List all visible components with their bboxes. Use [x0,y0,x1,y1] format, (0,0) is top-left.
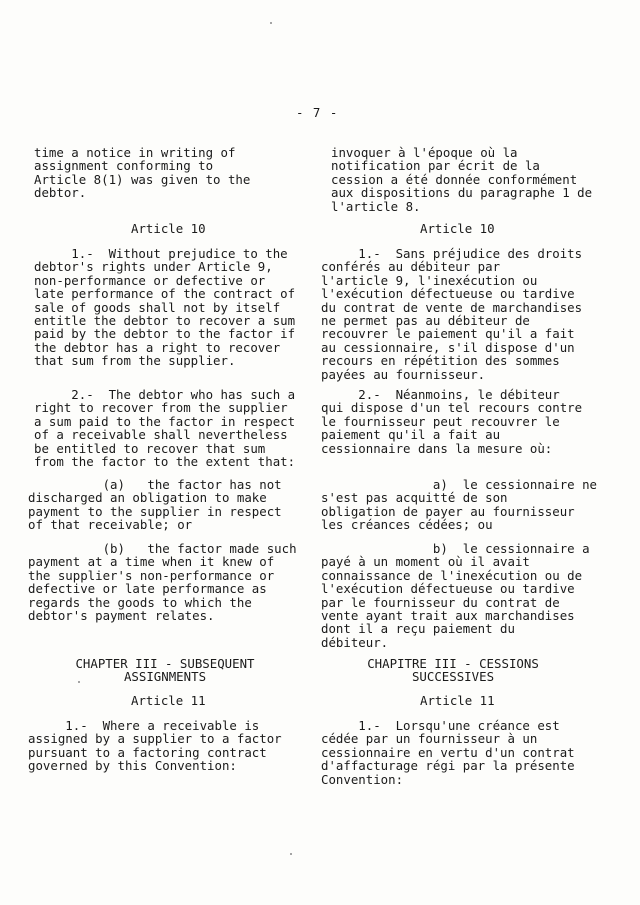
page-number: - 7 - [296,105,339,120]
left-intro-paragraph: time a notice in writing of assignment conforming to Article 8(1) was given to the debtor. [34,145,251,201]
scan-speck [270,22,272,24]
left-article-10-heading: Article 10 [131,221,206,236]
left-article-10-item-a: (a) the factor has not discharged an obligation to make payment to the supplier in respect of that receivable; or [28,477,282,533]
left-chapter-heading: CHAPTER III - SUBSEQUENT ASSIGNMENTS [75,656,255,685]
right-article-10-heading: Article 10 [420,221,495,236]
scan-speck [290,853,292,855]
right-chapter-heading: CHAPITRE III - CESSIONS SUCCESSIVES [367,656,539,685]
right-intro-paragraph: invoquer à l'époque où la notification par écrit de la cession a été donnée conformément aux dispositions du paragraphe 1 de l'article 8. [331,145,593,214]
left-article-10-item-b: (b) the factor made such payment at a time when it knew of the supplier's non-performance or defective or late performance as regards the goods to which the debtor's payment relates. [28,541,297,624]
left-article-11-heading: Article 11 [131,693,206,708]
right-article-10-paragraph-1: 1.- Sans préjudice des droits conférés au débiteur par l'article 9, l'inexécution ou l'exécution défectueuse ou tardive du contrat de vente de marchandises ne permet pas au débiteur de recouvrer le paiement qu'il a fait au cessionnaire, s'il dispose d'un recours en répétition des sommes payées au fournisseur. [321,246,583,382]
left-article-11-paragraph-1: 1.- Where a receivable is assigned by a supplier to a factor pursuant to a factoring contract governed by this Convention: [28,718,282,774]
left-article-10-paragraph-1: 1.- Without prejudice to the debtor's rights under Article 9, non-performance or defective or late performance of the contract of sale of goods shall not by itself entitle the debtor to recover a sum paid by the debtor to the factor if the debtor has a right to recover that sum from the supplier. [34,246,296,369]
right-article-10-paragraph-2: 2.- Néanmoins, le débiteur qui dispose d'un tel recours contre le fournisseur peut recouvrer le paiement qu'il a fait au cessionnaire dans la mesure où: [321,387,583,456]
right-article-11-paragraph-1: 1.- Lorsqu'une créance est cédée par un fournisseur à un cessionnaire en vertu d'un contrat d'affacturage régi par la présente Convention: [321,718,575,787]
right-article-10-item-b: b) le cessionnaire a payé à un moment où il avait connaissance de l'inexécution ou de l'exécution défectueuse ou tardive par le fournisseur du contrat de vente ayant trait aux marchandises dont il a reçu paiement du débiteur. [321,541,590,650]
left-article-10-paragraph-2: 2.- The debtor who has such a right to recover from the supplier a sum paid to the factor in respect of a receivable shall nevertheless be entitled to recover that sum from the factor to the extent that: [34,387,296,470]
right-article-11-heading: Article 11 [420,693,495,708]
right-article-10-item-a: a) le cessionnaire ne s'est pas acquitté de son obligation de payer au fournisseur les créances cédées; ou [321,477,598,533]
scan-speck [78,681,80,683]
